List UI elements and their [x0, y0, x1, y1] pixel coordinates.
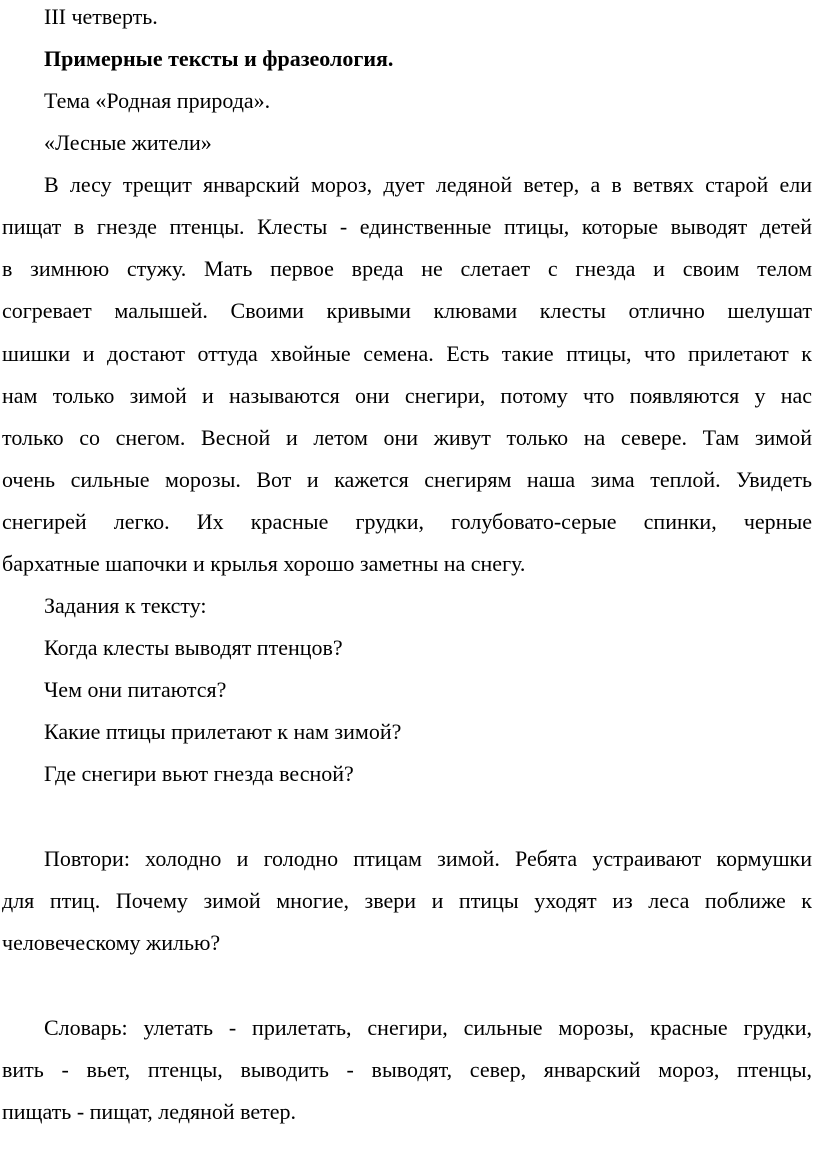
repeat-line: Повтори: холодно и голодно птицам зимой. Ребята устраивают кормушки	[44, 846, 812, 871]
repeat-line: для птиц. Почему зимой многие, звери и птицы уходят из леса поближе к	[2, 888, 812, 913]
story-line: шишки и достают оттуда хвойные семена. Есть такие птицы, что прилетают к	[2, 341, 812, 366]
story-line: согревает малышей. Своими кривыми клювами клесты отлично шелушат	[2, 298, 812, 323]
repeat-line: человеческому жилью?	[2, 930, 221, 955]
question-item: Где снегири вьют гнезда весной?	[44, 761, 354, 786]
question-item: Какие птицы прилетают к нам зимой?	[44, 719, 402, 744]
vocab-line: вить - вьет, птенцы, выводить - выводят, север, январский мороз, птенцы,	[2, 1057, 812, 1082]
story-line: только со снегом. Весной и летом они живут только на севере. Там зимой	[2, 425, 812, 450]
vocab-line: Словарь: улетать - прилетать, снегири, сильные морозы, красные грудки,	[44, 1015, 812, 1040]
story-line: В лесу трещит январский мороз, дует ледяной ветер, а в ветвях старой ели	[44, 172, 812, 197]
vocab-line: пищать - пищат, ледяной ветер.	[2, 1099, 297, 1124]
quarter-label: III четверть.	[44, 4, 158, 29]
story-line: очень сильные морозы. Вот и кажется снегирям наша зима теплой. Увидеть	[2, 467, 812, 492]
story-line: в зимнюю стужу. Мать первое вреда не слетает с гнезда и своим телом	[2, 256, 812, 281]
story-line: пищат в гнезде птенцы. Клесты - единственные птицы, которые выводят детей	[2, 214, 812, 239]
story-line: бархатные шапочки и крылья хорошо заметны на снегу.	[2, 551, 526, 576]
story-line: снегирей легко. Их красные грудки, голубовато-серые спинки, черные	[2, 509, 812, 534]
tasks-heading: Задания к тексту:	[44, 593, 207, 618]
question-item: Когда клесты выводят птенцов?	[44, 635, 343, 660]
story-line: нам только зимой и называются они снегири, потому что появляются у нас	[2, 383, 812, 408]
section-heading: Примерные тексты и фразеология.	[44, 46, 394, 71]
question-item: Чем они питаются?	[44, 677, 227, 702]
story-title: «Лесные жители»	[44, 130, 212, 155]
topic-line: Тема «Родная природа».	[44, 88, 271, 113]
